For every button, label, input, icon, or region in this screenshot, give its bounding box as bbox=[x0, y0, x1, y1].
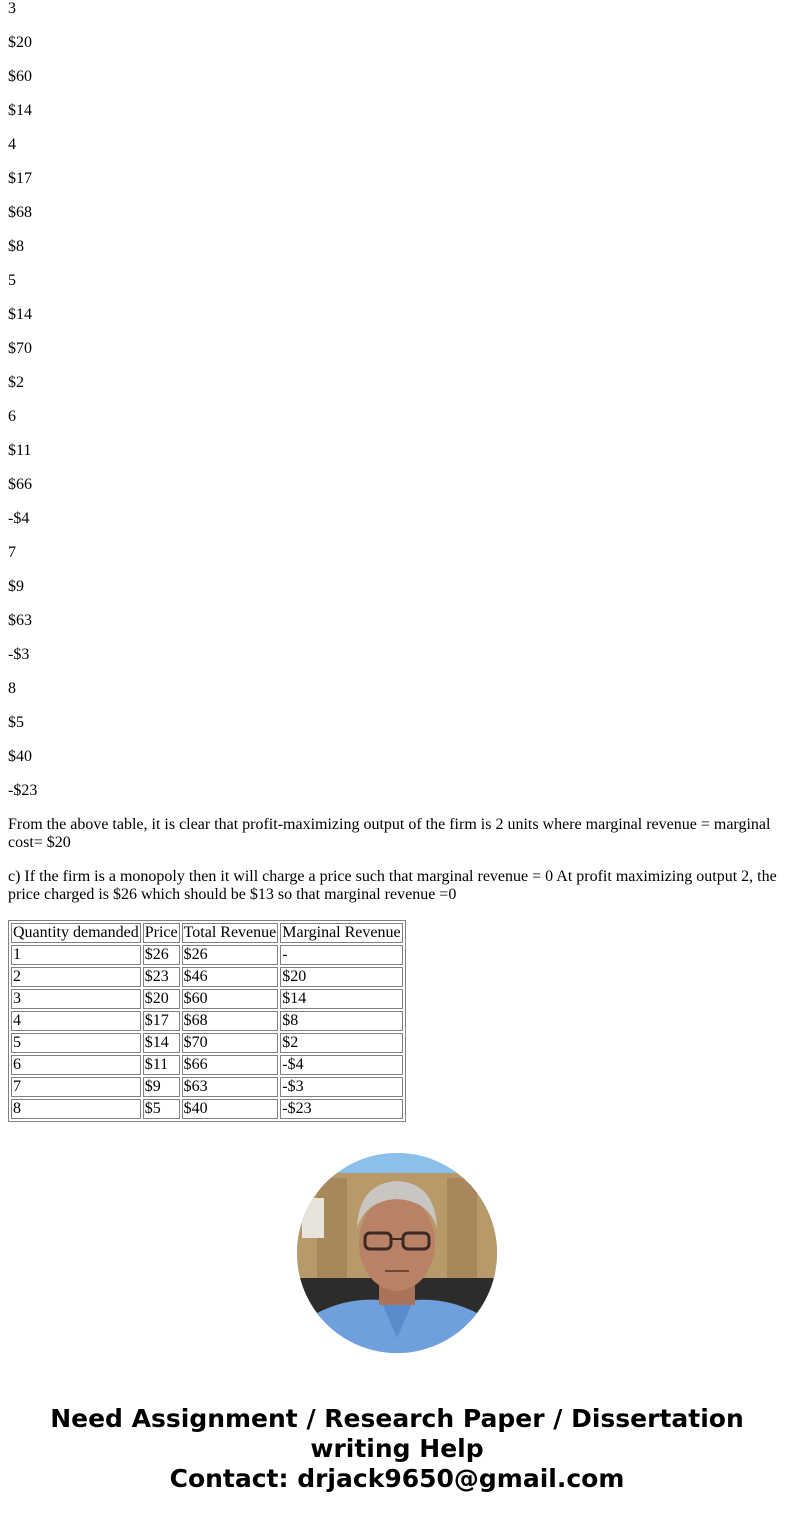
table-cell: $68 bbox=[182, 1011, 279, 1031]
table-cell: $14 bbox=[280, 989, 402, 1009]
list-value: -$23 bbox=[8, 782, 38, 799]
list-value: $11 bbox=[8, 442, 32, 459]
list-value: 3 bbox=[8, 0, 16, 17]
table-cell: $5 bbox=[143, 1099, 180, 1119]
table-cell: 5 bbox=[11, 1033, 141, 1053]
table-cell: $20 bbox=[280, 967, 402, 987]
table-row bbox=[11, 967, 403, 987]
table-cell: $2 bbox=[280, 1033, 402, 1053]
list-value: $68 bbox=[8, 204, 32, 221]
table-cell: $40 bbox=[182, 1099, 279, 1119]
table-row bbox=[11, 1077, 403, 1097]
table-cell: $63 bbox=[182, 1077, 279, 1097]
footer-banner bbox=[0, 1404, 794, 1494]
list-value: $17 bbox=[8, 170, 32, 187]
table-cell: $17 bbox=[143, 1011, 180, 1031]
list-value: $66 bbox=[8, 476, 32, 493]
list-value: $60 bbox=[8, 68, 32, 85]
list-value: 4 bbox=[8, 136, 16, 153]
list-value: $2 bbox=[8, 374, 24, 391]
author-photo-icon bbox=[297, 1153, 497, 1353]
table-cell: $46 bbox=[182, 967, 279, 987]
table-cell: $9 bbox=[143, 1077, 180, 1097]
footer-line-2: writing Help bbox=[310, 1434, 484, 1463]
table-cell: $8 bbox=[280, 1011, 402, 1031]
table-cell: 2 bbox=[11, 967, 141, 987]
table-cell: 3 bbox=[11, 989, 141, 1009]
table-row bbox=[11, 945, 403, 965]
list-value: 5 bbox=[8, 272, 16, 289]
table-header-row bbox=[11, 923, 403, 943]
table-cell: $23 bbox=[143, 967, 180, 987]
table-row bbox=[11, 1011, 403, 1031]
table-cell: - bbox=[280, 945, 402, 965]
list-value: 6 bbox=[8, 408, 16, 425]
table-cell: $66 bbox=[182, 1055, 279, 1075]
table-cell: $70 bbox=[182, 1033, 279, 1053]
list-value: -$4 bbox=[8, 510, 30, 527]
table-cell: -$3 bbox=[280, 1077, 402, 1097]
revenue-table bbox=[8, 920, 406, 1122]
table-cell: $11 bbox=[143, 1055, 180, 1075]
table-cell: 1 bbox=[11, 945, 141, 965]
table-cell: $14 bbox=[143, 1033, 180, 1053]
list-value: 7 bbox=[8, 544, 16, 561]
header-cell: Total Revenue bbox=[183, 924, 277, 941]
footer-contact: Contact: drjack9650@gmail.com bbox=[169, 1464, 625, 1493]
header-cell: Price bbox=[144, 924, 178, 941]
conclusion-paragraph: From the above table, it is clear that profit-maximizing output of the firm is 2 units where marginal revenue = marginal cost= $20 bbox=[8, 816, 771, 851]
table-cell: 4 bbox=[11, 1011, 141, 1031]
table-row bbox=[11, 1099, 403, 1119]
table-row bbox=[11, 1055, 403, 1075]
table-cell: -$23 bbox=[280, 1099, 402, 1119]
list-value: $20 bbox=[8, 34, 32, 51]
header-cell: Quantity demanded bbox=[13, 924, 139, 941]
list-value: $8 bbox=[8, 238, 24, 255]
footer-line-1: Need Assignment / Research Paper / Dissertation bbox=[50, 1404, 744, 1433]
avatar bbox=[297, 1153, 497, 1353]
table-cell: $20 bbox=[143, 989, 180, 1009]
table-cell: $60 bbox=[182, 989, 279, 1009]
list-value: 8 bbox=[8, 680, 16, 697]
table-cell: $26 bbox=[182, 945, 279, 965]
header-cell: Marginal Revenue bbox=[282, 924, 401, 941]
list-value: $40 bbox=[8, 748, 32, 765]
table-row bbox=[11, 1033, 403, 1053]
table-cell: -$4 bbox=[280, 1055, 402, 1075]
list-value: -$3 bbox=[8, 646, 30, 663]
list-value: $5 bbox=[8, 714, 24, 731]
list-value: $70 bbox=[8, 340, 32, 357]
table-row bbox=[11, 989, 403, 1009]
document-body bbox=[8, 0, 786, 1122]
list-value: $9 bbox=[8, 578, 24, 595]
table-cell: 8 bbox=[11, 1099, 141, 1119]
list-value: $14 bbox=[8, 102, 32, 119]
table-cell: $26 bbox=[143, 945, 180, 965]
table-cell: 7 bbox=[11, 1077, 141, 1097]
part-c-paragraph: c) If the firm is a monopoly then it will charge a price such that marginal revenue = 0 At profit maximizing output 2, the price charged is $26 which should be $13 so that marginal revenue =0 bbox=[8, 868, 777, 903]
table-cell: 6 bbox=[11, 1055, 141, 1075]
list-value: $63 bbox=[8, 612, 32, 629]
list-value: $14 bbox=[8, 306, 32, 323]
